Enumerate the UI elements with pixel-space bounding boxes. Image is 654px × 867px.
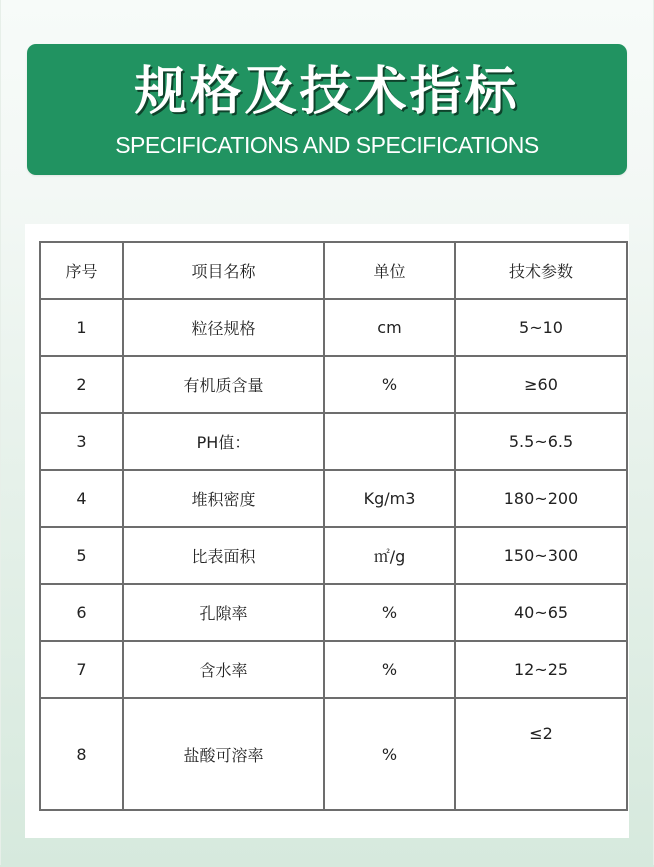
cell-unit: % [324,698,455,810]
cell-value: 150~300 [455,527,627,584]
cell-value: 5.5~6.5 [455,413,627,470]
table-row [40,584,627,641]
cell-unit: cm [324,299,455,356]
cell-unit [324,413,455,470]
page-subtitle: SPECIFICATIONS AND SPECIFICATIONS [115,132,539,158]
cell-unit: % [324,641,455,698]
cell-name: 堆积密度 [123,470,324,527]
cell-value: 40~65 [455,584,627,641]
cell-name: PH值： [123,413,324,470]
table-row [40,641,627,698]
cell-name: 盐酸可溶率 [123,698,324,810]
title-banner [27,44,627,175]
cell-no: 4 [40,470,123,527]
header-no: 序号 [40,242,123,299]
cell-value [455,698,627,810]
cell-no: 7 [40,641,123,698]
table-header-row [40,242,627,299]
table-row [40,413,627,470]
cell-no: 1 [40,299,123,356]
cell-no: 2 [40,356,123,413]
table-row [40,470,627,527]
table-row [40,299,627,356]
cell-unit: Kg/m3 [324,470,455,527]
header-value: 技术参数 [455,242,627,299]
cell-value: ≥60 [455,356,627,413]
cell-no: 8 [40,698,123,810]
cell-unit: ㎡/g [324,527,455,584]
cell-no: 3 [40,413,123,470]
cell-unit: % [324,584,455,641]
cell-value: 12~25 [455,641,627,698]
cell-name: 粒径规格 [123,299,324,356]
table-row [40,527,627,584]
cell-unit: % [324,356,455,413]
cell-no: 6 [40,584,123,641]
page-title: 规格及技术指标 [134,62,520,122]
table-row [40,356,627,413]
header-name: 项目名称 [123,242,324,299]
spec-table [39,241,628,811]
cell-name: 孔隙率 [123,584,324,641]
cell-name: 有机质含量 [123,356,324,413]
cell-no: 5 [40,527,123,584]
cell-name: 比表面积 [123,527,324,584]
cell-value-text: ≤2 [529,724,553,743]
header-unit: 单位 [324,242,455,299]
table-row [40,698,627,810]
cell-name: 含水率 [123,641,324,698]
cell-value: 180~200 [455,470,627,527]
cell-value: 5~10 [455,299,627,356]
